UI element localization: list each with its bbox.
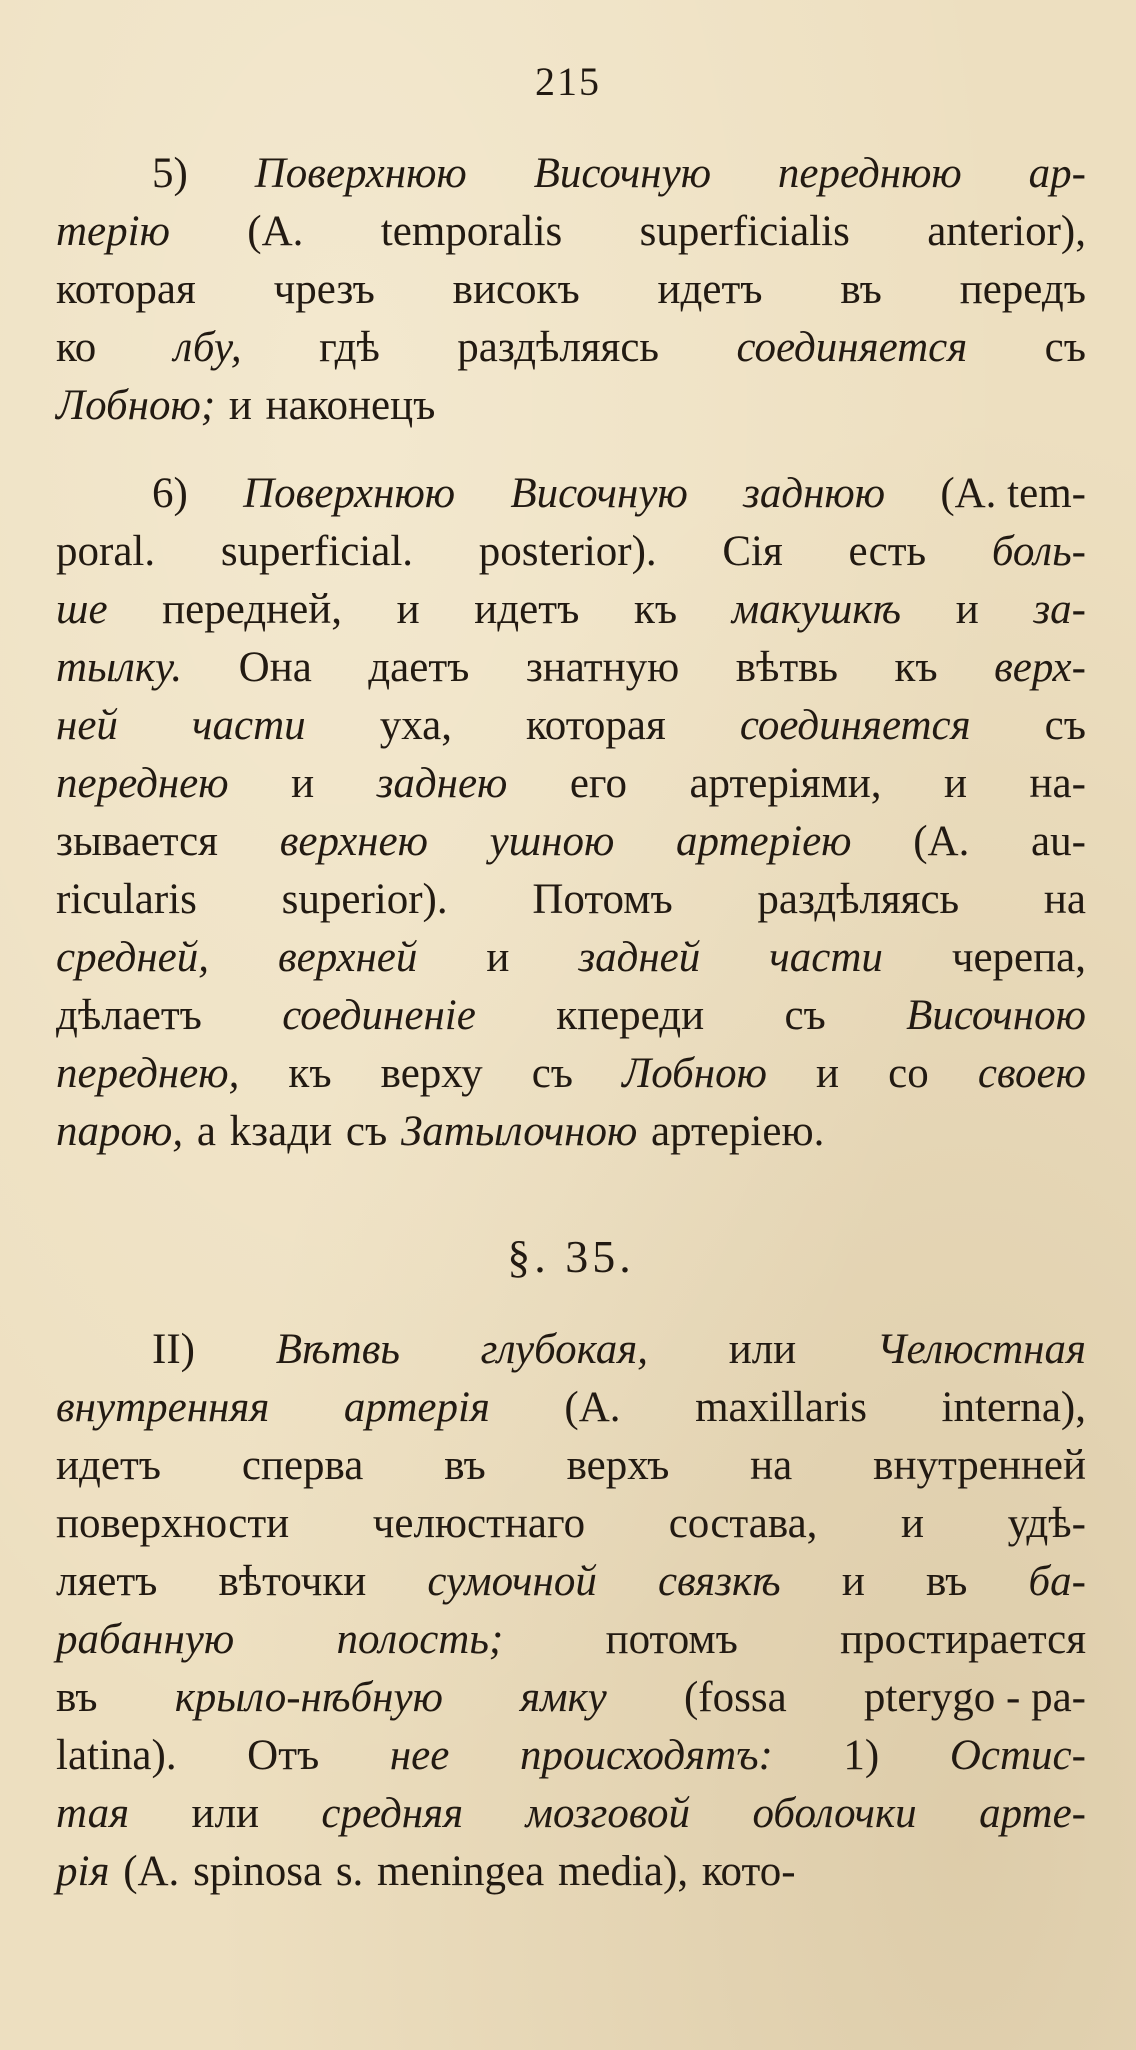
text-line bbox=[56, 1321, 1086, 1379]
text-line bbox=[56, 1669, 1086, 1727]
word: ушною bbox=[489, 818, 615, 865]
text-line bbox=[56, 1495, 1086, 1553]
word: глубокая, bbox=[480, 1326, 648, 1373]
word: на bbox=[750, 1442, 793, 1489]
word: верхнею bbox=[279, 818, 428, 865]
word: Поверхнюю bbox=[254, 150, 467, 197]
paragraph-gap bbox=[56, 1901, 1086, 1931]
word: и bbox=[955, 586, 979, 633]
text-line bbox=[56, 1785, 1086, 1843]
word: (A. bbox=[564, 1384, 621, 1431]
word: поверхности bbox=[56, 1500, 290, 1547]
text-line bbox=[56, 1437, 1086, 1495]
word: ше bbox=[56, 586, 108, 633]
word: артеріею bbox=[676, 818, 852, 865]
word: maxillaris bbox=[695, 1384, 868, 1431]
word: черепа, bbox=[951, 934, 1086, 981]
word: потомъ bbox=[605, 1616, 738, 1663]
word: pterygo - pa- bbox=[863, 1674, 1086, 1721]
word: средней, bbox=[56, 934, 210, 981]
text-line bbox=[56, 377, 1086, 435]
word: kзади bbox=[229, 1108, 333, 1155]
word: вѣточки bbox=[218, 1558, 367, 1605]
word: раздѣляясь bbox=[457, 324, 660, 371]
word: средняя bbox=[321, 1790, 464, 1837]
word: и bbox=[841, 1558, 865, 1605]
word: его bbox=[569, 760, 627, 807]
text-line bbox=[56, 987, 1086, 1045]
word: которая bbox=[526, 702, 666, 749]
word: и bbox=[486, 934, 510, 981]
word: ба- bbox=[1028, 1558, 1086, 1605]
word: со bbox=[888, 1050, 929, 1097]
word: передней, bbox=[162, 586, 343, 633]
word: челюстнаго bbox=[372, 1500, 586, 1547]
word: superficial. bbox=[220, 528, 414, 575]
paragraph bbox=[56, 1321, 1086, 1901]
word: къ bbox=[288, 1050, 332, 1097]
word: II) bbox=[152, 1326, 195, 1373]
word: лбу, bbox=[173, 324, 242, 371]
word: гдѣ bbox=[319, 324, 380, 371]
word: крыло-нѣбную bbox=[174, 1674, 443, 1721]
word: передъ bbox=[959, 266, 1086, 313]
word: ямку bbox=[520, 1674, 607, 1721]
word: Затылочною bbox=[400, 1108, 638, 1155]
word: и bbox=[396, 586, 420, 633]
word: состава, bbox=[668, 1500, 818, 1547]
text-line bbox=[56, 639, 1086, 697]
word: переднею bbox=[56, 760, 229, 807]
word: которая bbox=[56, 266, 196, 313]
word: заднею bbox=[376, 760, 508, 807]
text-line bbox=[56, 871, 1086, 929]
word: съ bbox=[345, 1108, 388, 1155]
word: артеріею. bbox=[651, 1108, 825, 1155]
text-line bbox=[56, 465, 1086, 523]
word: и bbox=[228, 382, 252, 429]
word: 1) bbox=[843, 1732, 880, 1779]
word: задней bbox=[578, 934, 701, 981]
section-heading: §. 35. bbox=[507, 1230, 635, 1282]
word: въ bbox=[56, 1674, 98, 1721]
word: ар- bbox=[1028, 150, 1086, 197]
word: связкѣ bbox=[657, 1558, 781, 1605]
word: latina). bbox=[56, 1732, 177, 1779]
word: есть bbox=[848, 528, 927, 575]
word: заднюю bbox=[743, 470, 886, 517]
word: соединяется bbox=[736, 324, 968, 371]
word: даетъ bbox=[368, 644, 470, 691]
word: идетъ bbox=[474, 586, 580, 633]
word: сумочной bbox=[427, 1558, 597, 1605]
page-number: 215 bbox=[535, 59, 601, 104]
text-line bbox=[56, 1045, 1086, 1103]
word: s. bbox=[335, 1848, 364, 1895]
paragraph bbox=[56, 145, 1086, 435]
word: Лобною bbox=[622, 1050, 767, 1097]
word: съ bbox=[784, 992, 826, 1039]
word: кпереди bbox=[556, 992, 705, 1039]
word: части bbox=[769, 934, 883, 981]
word: (fossa bbox=[683, 1674, 787, 1721]
word: полость; bbox=[336, 1616, 504, 1663]
word: съ bbox=[531, 1050, 574, 1097]
word: и bbox=[901, 1500, 925, 1547]
word: верхней bbox=[277, 934, 418, 981]
text-line bbox=[56, 581, 1086, 639]
word: ricularis bbox=[56, 876, 197, 923]
word: superior). bbox=[281, 876, 448, 923]
word: Поверхнюю bbox=[243, 470, 456, 517]
word: (A. bbox=[123, 1848, 180, 1895]
paragraph-gap bbox=[56, 1161, 1086, 1191]
word: въ bbox=[840, 266, 882, 313]
word: а bbox=[196, 1108, 216, 1155]
word: тая bbox=[56, 1790, 130, 1837]
text-line bbox=[56, 1553, 1086, 1611]
word: poral. bbox=[56, 528, 156, 575]
word: Сія bbox=[722, 528, 783, 575]
word: Височную bbox=[510, 470, 688, 517]
text-line bbox=[56, 1103, 1086, 1161]
word: верху bbox=[380, 1050, 483, 1097]
word: арте- bbox=[979, 1790, 1086, 1837]
word: 6) bbox=[152, 470, 188, 517]
word: сперва bbox=[241, 1442, 364, 1489]
word: вѣтвь bbox=[735, 644, 839, 691]
word: простирается bbox=[840, 1616, 1086, 1663]
word: соединеніе bbox=[282, 992, 476, 1039]
word: Челюстная bbox=[876, 1326, 1086, 1373]
word: interna), bbox=[941, 1384, 1086, 1431]
word: ляетъ bbox=[56, 1558, 158, 1605]
word: anterior), bbox=[927, 208, 1086, 255]
word: своею bbox=[977, 1050, 1086, 1097]
word: superficialis bbox=[639, 208, 850, 255]
text-line bbox=[56, 1379, 1086, 1437]
word: внутренняя bbox=[56, 1384, 270, 1431]
word: (A. bbox=[247, 208, 304, 255]
word: зывается bbox=[56, 818, 218, 865]
word: и bbox=[816, 1050, 840, 1097]
paragraph bbox=[56, 465, 1086, 1161]
word: Она bbox=[238, 644, 312, 691]
text-line bbox=[56, 929, 1086, 987]
word: съ bbox=[1044, 702, 1086, 749]
word: spinosa bbox=[193, 1848, 323, 1895]
word: къ bbox=[633, 586, 678, 633]
word: идетъ bbox=[657, 266, 763, 313]
word: на bbox=[1043, 876, 1086, 923]
word: раздѣляясь bbox=[757, 876, 960, 923]
word: Потомъ bbox=[532, 876, 673, 923]
word: переднею, bbox=[56, 1050, 240, 1097]
word: наконецъ bbox=[265, 382, 436, 429]
word: Отъ bbox=[247, 1732, 320, 1779]
word: рабанную bbox=[56, 1616, 235, 1663]
text-line bbox=[56, 1611, 1086, 1669]
word: соединяется bbox=[739, 702, 971, 749]
word: внутренней bbox=[873, 1442, 1086, 1489]
word: 5) bbox=[152, 150, 188, 197]
word: (A. tem- bbox=[940, 470, 1086, 517]
word: въ bbox=[444, 1442, 486, 1489]
word: meningea bbox=[377, 1848, 545, 1895]
word: за- bbox=[1033, 586, 1086, 633]
word: au- bbox=[1031, 818, 1086, 865]
text-line bbox=[56, 319, 1086, 377]
text-line bbox=[56, 755, 1086, 813]
word: артеріями, bbox=[689, 760, 882, 807]
word: къ bbox=[894, 644, 938, 691]
text-line bbox=[56, 145, 1086, 203]
word: съ bbox=[1044, 324, 1086, 371]
word: Височную bbox=[533, 150, 712, 197]
text-line bbox=[56, 261, 1086, 319]
word: Лобною; bbox=[56, 382, 216, 429]
word: кото- bbox=[701, 1848, 796, 1895]
word: ко bbox=[56, 324, 97, 371]
word: тылку. bbox=[56, 644, 183, 691]
word: media), bbox=[557, 1848, 689, 1895]
word: и bbox=[944, 760, 968, 807]
word: уха, bbox=[379, 702, 452, 749]
word: верх- bbox=[994, 644, 1086, 691]
paragraph-gap bbox=[56, 435, 1086, 465]
word: рія bbox=[56, 1848, 110, 1895]
word: Остис- bbox=[949, 1732, 1086, 1779]
word: боль- bbox=[991, 528, 1086, 575]
word: Височною bbox=[906, 992, 1086, 1039]
word: ней bbox=[56, 702, 118, 749]
word: терію bbox=[56, 208, 170, 255]
word: нее bbox=[389, 1732, 450, 1779]
word: въ bbox=[925, 1558, 968, 1605]
page-body-text bbox=[56, 145, 1086, 1931]
word: части bbox=[191, 702, 306, 749]
text-line bbox=[56, 523, 1086, 581]
text-line bbox=[56, 697, 1086, 755]
word: артерія bbox=[343, 1384, 490, 1431]
word: на- bbox=[1029, 760, 1086, 807]
word: и bbox=[291, 760, 315, 807]
text-line bbox=[56, 203, 1086, 261]
word: происходятъ: bbox=[519, 1732, 773, 1779]
word: posterior). bbox=[478, 528, 657, 575]
word: парою, bbox=[56, 1108, 184, 1155]
word: макушкѣ bbox=[731, 586, 902, 633]
word: оболочки bbox=[752, 1790, 917, 1837]
word: мозговой bbox=[525, 1790, 691, 1837]
word: верхъ bbox=[566, 1442, 670, 1489]
word: (A. bbox=[913, 818, 970, 865]
word: Вѣтвь bbox=[275, 1326, 400, 1373]
text-line bbox=[56, 813, 1086, 871]
word: или bbox=[728, 1326, 797, 1373]
word: дѣлаетъ bbox=[56, 992, 202, 1039]
word: переднюю bbox=[777, 150, 962, 197]
word: или bbox=[191, 1790, 259, 1837]
text-line bbox=[56, 1843, 1086, 1901]
text-line bbox=[56, 1727, 1086, 1785]
word: знатную bbox=[525, 644, 680, 691]
word: удѣ- bbox=[1007, 1500, 1086, 1547]
word: идетъ bbox=[56, 1442, 162, 1489]
word: високъ bbox=[452, 266, 580, 313]
word: чрезъ bbox=[273, 266, 375, 313]
word: temporalis bbox=[380, 208, 563, 255]
